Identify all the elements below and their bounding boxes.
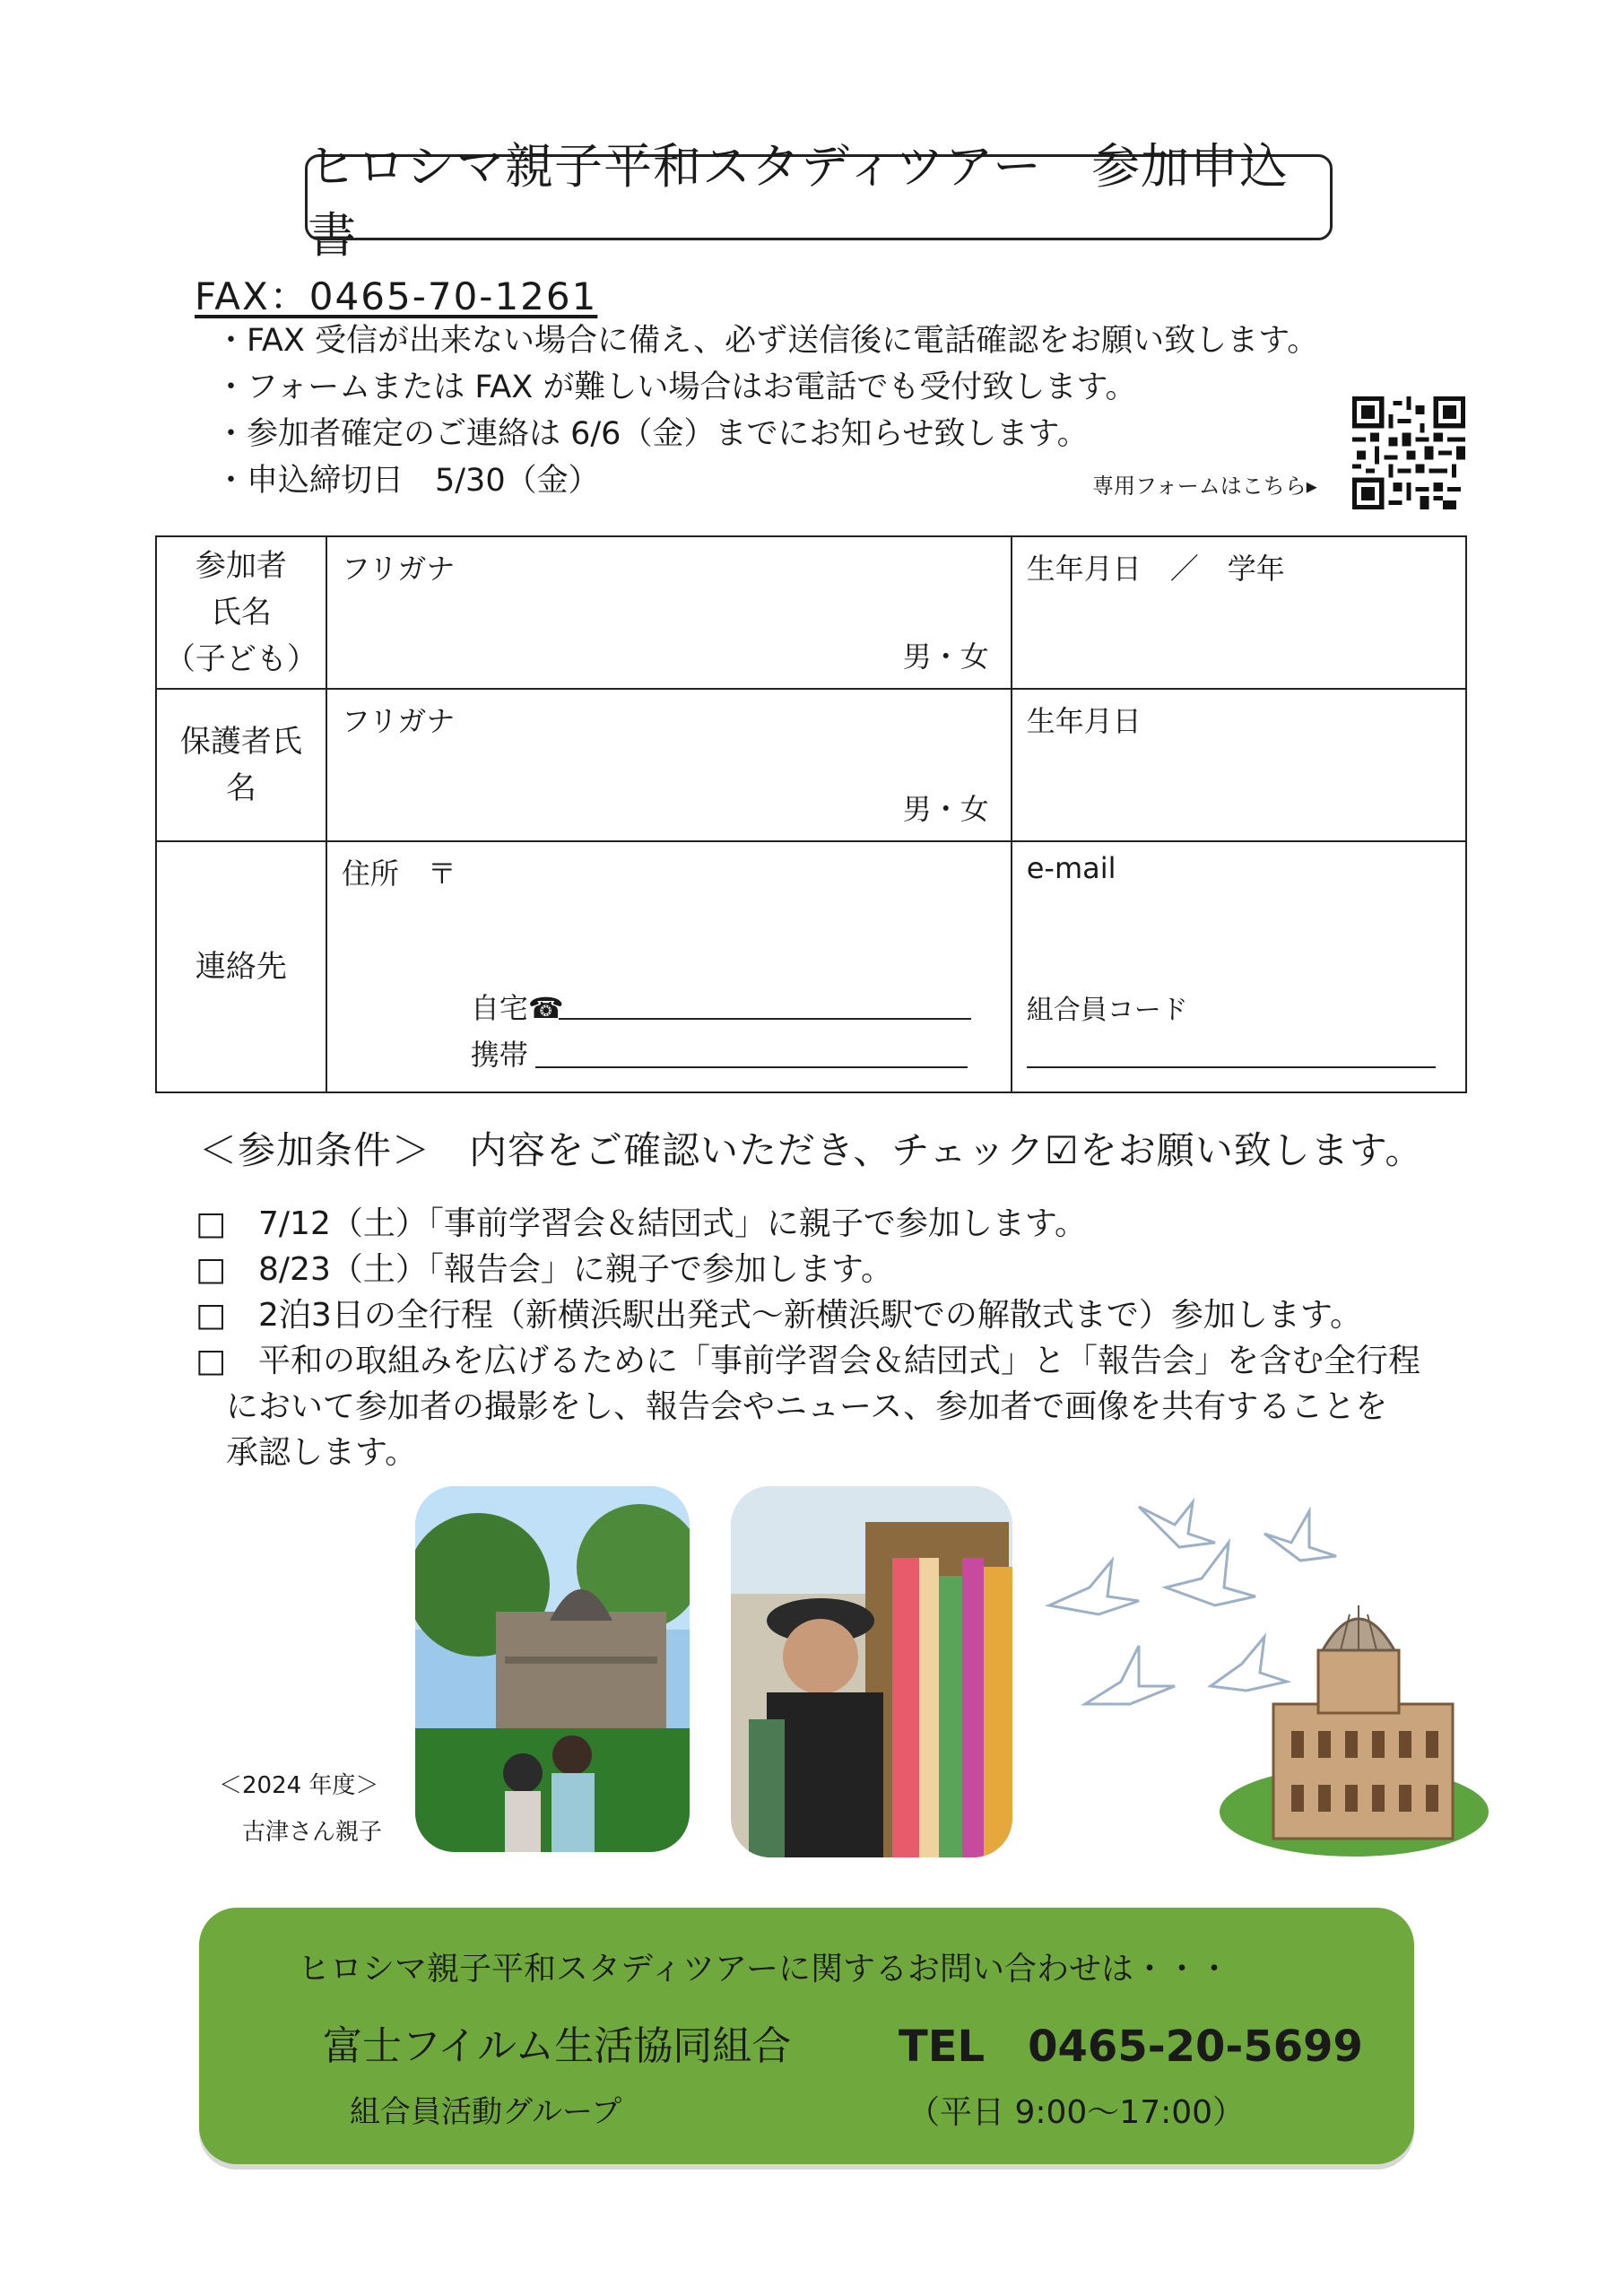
furigana-label: フリガナ <box>341 704 456 738</box>
contact-phone[interactable]: TEL 0465-20-5699 <box>899 2022 1363 2072</box>
note-deadline: ・申込締切日 5/30（金） <box>215 463 600 499</box>
document-title: ヒロシマ親子平和スタディツアー 参加申込書 <box>305 154 1333 240</box>
contact-info-box <box>199 1908 1414 2164</box>
address-field[interactable] <box>326 841 1012 1092</box>
label-guardian-line1: 保護者氏 <box>179 724 302 760</box>
caption-family: 古津さん親子 <box>242 1819 383 1846</box>
label-participant-line1: 参加者 <box>195 548 287 584</box>
condition-checkbox-1[interactable]: □ 7/12（土）「事前学習会＆結団式」に親子で参加します。 <box>195 1205 1087 1242</box>
address-label: 住所 〒 <box>341 857 456 891</box>
gender-select[interactable]: 男・女 <box>902 639 989 674</box>
contact-heading: ヒロシマ親子平和スタディツアーに関するお問い合わせは・・・ <box>298 1951 1231 1987</box>
contact-department: 組合員活動グループ <box>350 2094 622 2130</box>
condition-checkbox-3[interactable]: □ 2泊3日の全行程（新横浜駅出発式～新横浜駅での解散式まで）参加します。 <box>195 1297 1362 1334</box>
dove-icon <box>1166 1543 1255 1605</box>
dove-icon <box>1049 1561 1139 1614</box>
photo-cranes-image <box>731 1486 1012 1857</box>
conditions-heading: ＜参加条件＞ 内容をご確認いただき、チェック☑をお願い致します。 <box>199 1128 1424 1172</box>
photo-paper-cranes <box>731 1486 1012 1857</box>
guardian-birthdate-field[interactable] <box>1012 689 1466 841</box>
label-guardian-line2: 名 <box>225 770 256 806</box>
participant-birthdate-field[interactable] <box>1012 536 1466 689</box>
email-label: e-mail <box>1026 851 1116 885</box>
peace-dove-dome-illustration <box>1031 1471 1489 1866</box>
email-field[interactable] <box>1012 841 1466 1092</box>
condition-4-continuation-1: において参加者の撮影をし、報告会やニュース、参加者で画像を共有することを <box>226 1388 1388 1425</box>
home-tel-line[interactable] <box>559 1018 971 1020</box>
qr-code-icon[interactable] <box>1352 396 1465 509</box>
label-contact: 連絡先 <box>156 841 326 1092</box>
label-participant-line2: 氏名 <box>210 595 272 631</box>
dove-icon <box>1139 1502 1215 1547</box>
note-3: ・参加者確定のご連絡は 6/6（金）までにお知らせ致します。 <box>215 416 1089 452</box>
participant-name-field[interactable] <box>326 536 1012 689</box>
mobile-label: 携帯 <box>470 1038 528 1072</box>
contact-hours: （平日 9:00～17:00） <box>908 2094 1246 2131</box>
dove-icon <box>1211 1637 1287 1691</box>
birthdate-grade-label: 生年月日 ／ 学年 <box>1026 552 1285 586</box>
photo-dome-image <box>415 1486 690 1852</box>
mobile-line[interactable] <box>535 1066 968 1068</box>
birthdate-label: 生年月日 <box>1026 704 1142 738</box>
condition-checkbox-2[interactable]: □ 8/23（土）「報告会」に親子で参加します。 <box>195 1251 893 1288</box>
fax-number: FAX：0465-70-1261 <box>195 274 598 318</box>
furigana-label: フリガナ <box>341 552 456 586</box>
gender-select[interactable]: 男・女 <box>902 792 989 826</box>
condition-4-continuation-2: 承認します。 <box>226 1434 418 1471</box>
dove-icon <box>1264 1511 1336 1561</box>
note-1: ・FAX 受信が出来ない場合に備え、必ず送信後に電話確認をお願い致します。 <box>215 323 1319 359</box>
caption-year: ＜2024 年度＞ <box>219 1772 379 1799</box>
home-tel-label: 自宅☎ <box>470 991 564 1025</box>
contact-organization: 富士フイルム生活協同組合 <box>323 2023 792 2069</box>
label-participant-line3: （子ども） <box>164 641 317 677</box>
dove-icon <box>1085 1646 1175 1704</box>
application-form <box>155 535 1467 1093</box>
member-code-line[interactable] <box>1027 1066 1436 1068</box>
guardian-name-field[interactable] <box>326 689 1012 841</box>
member-code-label: 組合員コード <box>1026 995 1188 1026</box>
note-2: ・フォームまたは FAX が難しい場合はお電話でも受付致します。 <box>215 370 1137 405</box>
photo-atomic-bomb-dome <box>415 1486 690 1852</box>
label-guardian <box>156 689 326 841</box>
condition-checkbox-4[interactable]: □ 平和の取組みを広げるために「事前学習会＆結団式」と「報告会」を含む全行程 <box>195 1343 1421 1379</box>
label-participant <box>156 536 326 689</box>
qr-label: 専用フォームはこちら▸ <box>1092 474 1317 499</box>
